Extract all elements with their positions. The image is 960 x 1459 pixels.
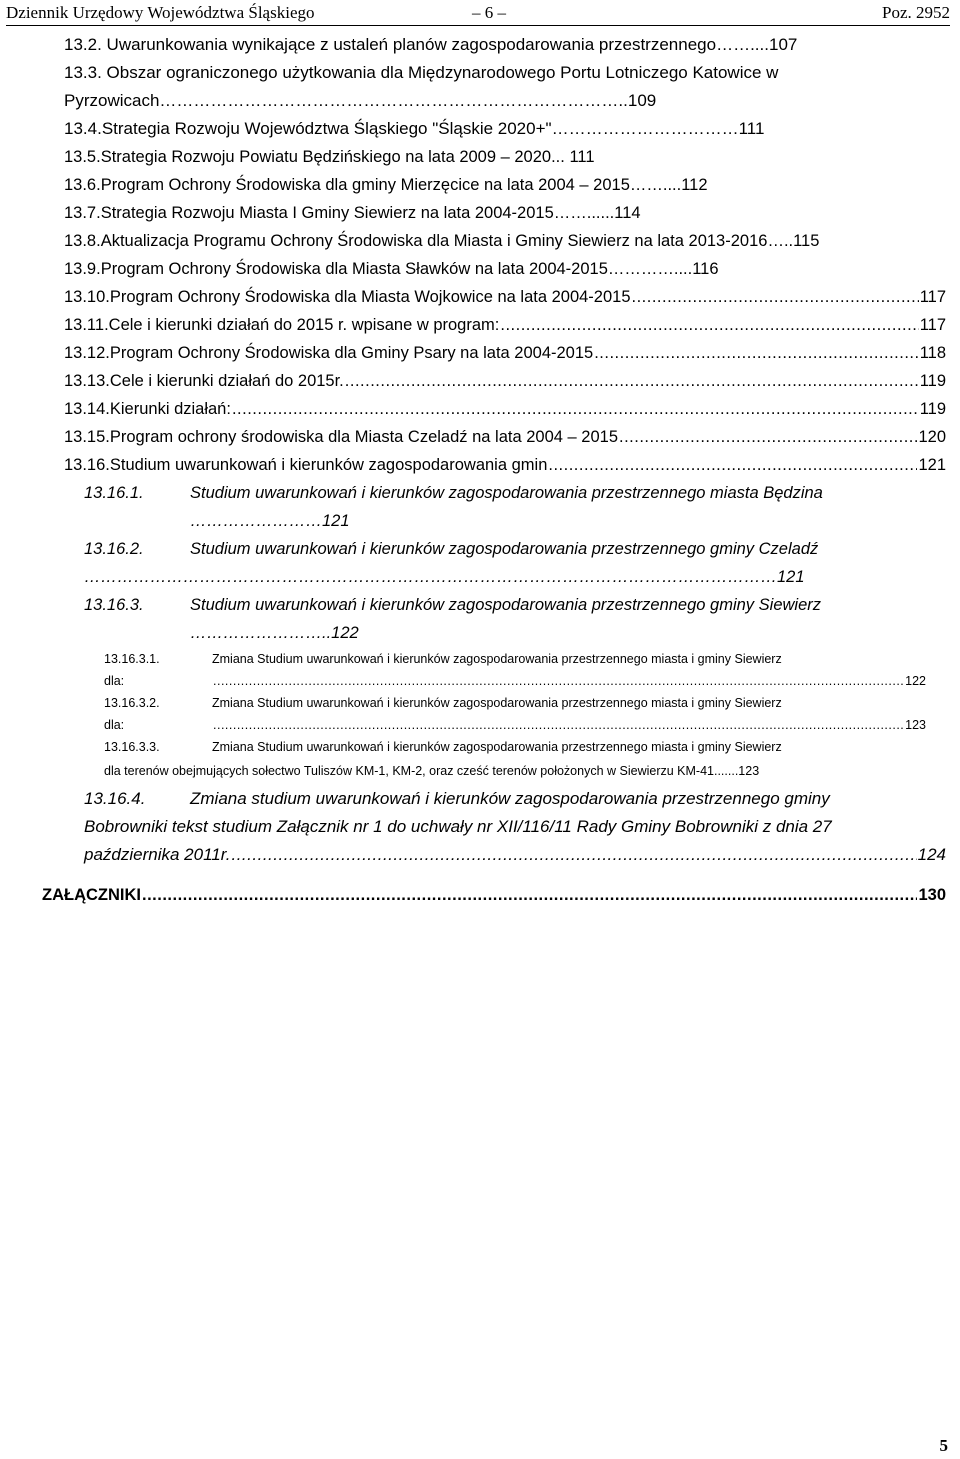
toc-entry-number: 13.12. <box>64 344 110 362</box>
toc-entry-number: 13.14. <box>64 400 110 418</box>
toc-entry[interactable] <box>64 230 819 252</box>
toc-entry-title: Program Ochrony Środowiska dla Gminy Psary na lata 2004-2015 <box>109 344 594 362</box>
toc-entry[interactable] <box>64 342 946 364</box>
toc-entry[interactable] <box>64 314 946 336</box>
toc-entry-page: 119 <box>919 400 946 418</box>
toc-subsubentry-number[interactable]: 13.16.3.3. <box>104 740 160 754</box>
toc-entry-title: Cele i kierunki działań do 2015 r. wpisane w program: <box>108 316 500 334</box>
toc-entry-page: 111 <box>738 119 765 138</box>
toc-entry[interactable] <box>64 202 641 224</box>
header-page-marker: – 6 – <box>472 3 506 22</box>
toc-entry-dots <box>345 370 919 392</box>
toc-entry-number: 13.15. <box>64 428 110 446</box>
toc-entry-page: 107 <box>768 35 798 54</box>
toc-entry[interactable] <box>64 286 946 308</box>
toc-entry-page: 118 <box>919 344 946 362</box>
toc-entry-dots: ... <box>551 148 565 166</box>
toc-subentry[interactable] <box>84 594 144 616</box>
toc-entry-page: 130 <box>918 886 946 904</box>
toc-subentry-title[interactable]: Studium uwarunkowań i kierunków zagospodarowania przestrzennego gminy Czeladź <box>190 540 819 558</box>
toc-entry-number: 13.16.4. <box>84 789 146 808</box>
toc-entry-title: Uwarunkowania wynikające z ustaleń planów zagospodarowania przestrzennego <box>106 35 717 54</box>
toc-subentry-continuation[interactable]: ………………………………………………………………………………………………………………121 <box>84 568 805 586</box>
toc-subsubentry-title[interactable]: Zmiana Studium uwarunkowań i kierunków zagospodarowania przestrzennego miasta i gminy Siewierz <box>212 652 782 666</box>
toc-entry-dots: ….. <box>767 232 794 250</box>
toc-entry-number: 13.6. <box>64 176 101 194</box>
toc-entry-label: dla: <box>104 718 125 732</box>
toc-entry[interactable] <box>64 34 797 56</box>
toc-subentry-continuation[interactable]: ……………………..122 <box>190 624 359 642</box>
toc-entry[interactable] <box>64 62 778 84</box>
toc-subentry[interactable] <box>84 788 145 810</box>
toc-subsubentry-continuation[interactable] <box>104 716 926 734</box>
toc-entry-dots <box>619 426 917 448</box>
page-header <box>6 3 950 26</box>
page-number: 5 <box>939 1436 948 1455</box>
toc-entry-page: 116 <box>692 260 719 278</box>
toc-entry-title: Program Ochrony Środowiska dla Miasta Wojkowice na lata 2004-2015 <box>109 288 631 306</box>
toc-entry[interactable] <box>64 454 946 476</box>
toc-entry-page: 117 <box>919 316 946 334</box>
toc-entry-number: 13.7. <box>64 204 101 222</box>
toc-entry-title: października 2011r. <box>84 845 231 864</box>
toc-appendix-entry[interactable] <box>42 884 946 906</box>
header-position: Poz. 2952 <box>882 3 950 22</box>
toc-entry[interactable] <box>64 398 946 420</box>
toc-entry-label: dla: <box>104 674 125 688</box>
toc-subsubentry-number[interactable]: 13.16.3.1. <box>104 652 160 666</box>
toc-entry-dots <box>500 314 918 336</box>
toc-subsubentry-title[interactable]: Zmiana Studium uwarunkowań i kierunków zagospodarowania przestrzennego miasta i gminy Siewierz <box>212 696 782 710</box>
toc-subentry[interactable] <box>84 482 144 504</box>
toc-entry-number: 13.16.3. <box>84 596 144 614</box>
toc-entry-dots <box>594 342 918 364</box>
toc-entry-dots <box>213 672 904 690</box>
toc-subentry-continuation[interactable] <box>84 844 946 866</box>
toc-entry[interactable] <box>64 258 719 280</box>
toc-entry-page: 111 <box>569 148 595 166</box>
toc-subsubentry-continuation[interactable] <box>104 672 926 690</box>
toc-entry-page: 123 <box>905 718 926 732</box>
toc-entry-page: 115 <box>793 232 820 250</box>
toc-entry-number: 13.13. <box>64 372 110 390</box>
toc-entry-dots: ……...... <box>553 204 615 222</box>
toc-entry-title: Pyrzowicach <box>64 91 160 110</box>
toc-entry-number: 13.10. <box>64 288 110 306</box>
toc-subsubentry-number[interactable]: 13.16.3.2. <box>104 696 160 710</box>
toc-entry-title: Studium uwarunkowań i kierunków zagospodarowania gmin <box>109 456 548 474</box>
toc-entry-dots: …………………………… <box>551 119 739 138</box>
toc-subentry-continuation[interactable]: ……………………121 <box>190 512 350 530</box>
toc-entry-dots: …….... <box>716 35 769 54</box>
toc-entry-title: Program Ochrony Środowiska dla Miasta Sławków na lata 2004-2015 <box>100 260 608 278</box>
toc-subentry-title[interactable]: Studium uwarunkowań i kierunków zagospodarowania przestrzennego miasta Będzina <box>190 484 823 502</box>
toc-entry-title: Kierunki działań: <box>109 400 231 418</box>
toc-entry-dots <box>231 844 916 866</box>
toc-entry[interactable] <box>64 174 708 196</box>
toc-entry-title: Obszar ograniczonego użytkowania dla Międzynarodowego Portu Lotniczego Katowice w <box>106 63 779 82</box>
header-journal-title: Dziennik Urzędowy Województwa Śląskiego <box>6 3 315 22</box>
toc-subsubentry-continuation[interactable] <box>104 762 759 780</box>
toc-entry-page: 124 <box>917 845 946 864</box>
toc-entry-title: dla terenów obejmujących sołectwo Tuliszów KM-1, KM-2, oraz cześć terenów położonych w Siewierzu KM-41. <box>104 764 718 778</box>
toc-entry-page: 121 <box>918 456 946 474</box>
toc-entry-page: 114 <box>614 204 641 222</box>
toc-entry[interactable] <box>64 118 764 140</box>
toc-entry-number: 13.11. <box>64 316 109 334</box>
toc-entry[interactable] <box>64 370 946 392</box>
toc-entry-number: 13.3. <box>64 63 102 82</box>
toc-entry-title: Aktualizacja Programu Ochrony Środowiska dla Miasta i Gminy Siewierz na lata 2013-2016 <box>100 232 768 250</box>
toc-entry-number: 13.4. <box>64 119 102 138</box>
toc-entry-number: 13.2. <box>64 35 102 54</box>
toc-entry-dots: …….... <box>629 176 682 194</box>
toc-entry-number: 13.16.1. <box>84 484 144 502</box>
toc-subentry[interactable] <box>84 538 144 560</box>
toc-entry-number: 13.16.2. <box>84 540 144 558</box>
toc-entry-continuation[interactable] <box>64 90 656 112</box>
toc-entry-page: 120 <box>918 428 946 446</box>
toc-entry-page: 119 <box>919 372 946 390</box>
toc-entry-title: Strategia Rozwoju Powiatu Będzińskiego na lata 2009 – 2020 <box>100 148 552 166</box>
toc-entry-page: 112 <box>681 176 708 194</box>
toc-entry-page: 109 <box>627 91 657 110</box>
toc-entry-title: Strategia Rozwoju Województwa Śląskiego "Śląskie 2020+" <box>101 119 552 138</box>
toc-entry-dots: ...... <box>717 764 739 778</box>
toc-entry-title: Cele i kierunki działań do 2015r. <box>109 372 344 390</box>
toc-entry-dots: ………….... <box>607 260 693 278</box>
toc-entry-title: Program ochrony środowiska dla Miasta Czeladź na lata 2004 – 2015 <box>109 428 618 446</box>
toc-entry-title: Program Ochrony Środowiska dla gminy Mierzęcice na lata 2004 – 2015 <box>100 176 630 194</box>
toc-entry-dots: ……………………………………………………………………….. <box>159 91 628 110</box>
toc-entry-number: 13.5. <box>64 148 101 166</box>
toc-entry-dots <box>213 716 904 734</box>
toc-subentry-continuation[interactable]: Bobrowniki tekst studium Załącznik nr 1 do uchwały nr XII/116/11 Rady Gminy Bobrowniki z dnia 27 <box>84 817 832 836</box>
toc-entry-page: 117 <box>919 288 946 306</box>
toc-entry-page: 123 <box>738 764 760 778</box>
toc-entry-dots <box>632 286 919 308</box>
toc-entry-title: Strategia Rozwoju Miasta I Gminy Siewierz na lata 2004-2015 <box>100 204 554 222</box>
toc-subentry-title[interactable]: Studium uwarunkowań i kierunków zagospodarowania przestrzennego gminy Siewierz <box>190 596 821 614</box>
toc-entry-title: ZAŁĄCZNIKI <box>42 886 141 904</box>
toc-entry-number: 13.16. <box>64 456 110 474</box>
toc-entry-page: 122 <box>905 674 926 688</box>
toc-subsubentry-title[interactable]: Zmiana Studium uwarunkowań i kierunków zagospodarowania przestrzennego miasta i gminy Siewierz <box>212 740 782 754</box>
toc-entry[interactable] <box>64 426 946 448</box>
toc-entry-number: 13.9. <box>64 260 101 278</box>
toc-entry[interactable] <box>64 146 595 168</box>
toc-entry-dots <box>548 454 917 476</box>
toc-entry-dots <box>142 884 917 906</box>
toc-subentry-title[interactable]: Zmiana studium uwarunkowań i kierunków zagospodarowania przestrzennego gminy <box>190 789 830 808</box>
toc-entry-number: 13.8. <box>64 232 101 250</box>
toc-entry-dots <box>232 398 919 420</box>
